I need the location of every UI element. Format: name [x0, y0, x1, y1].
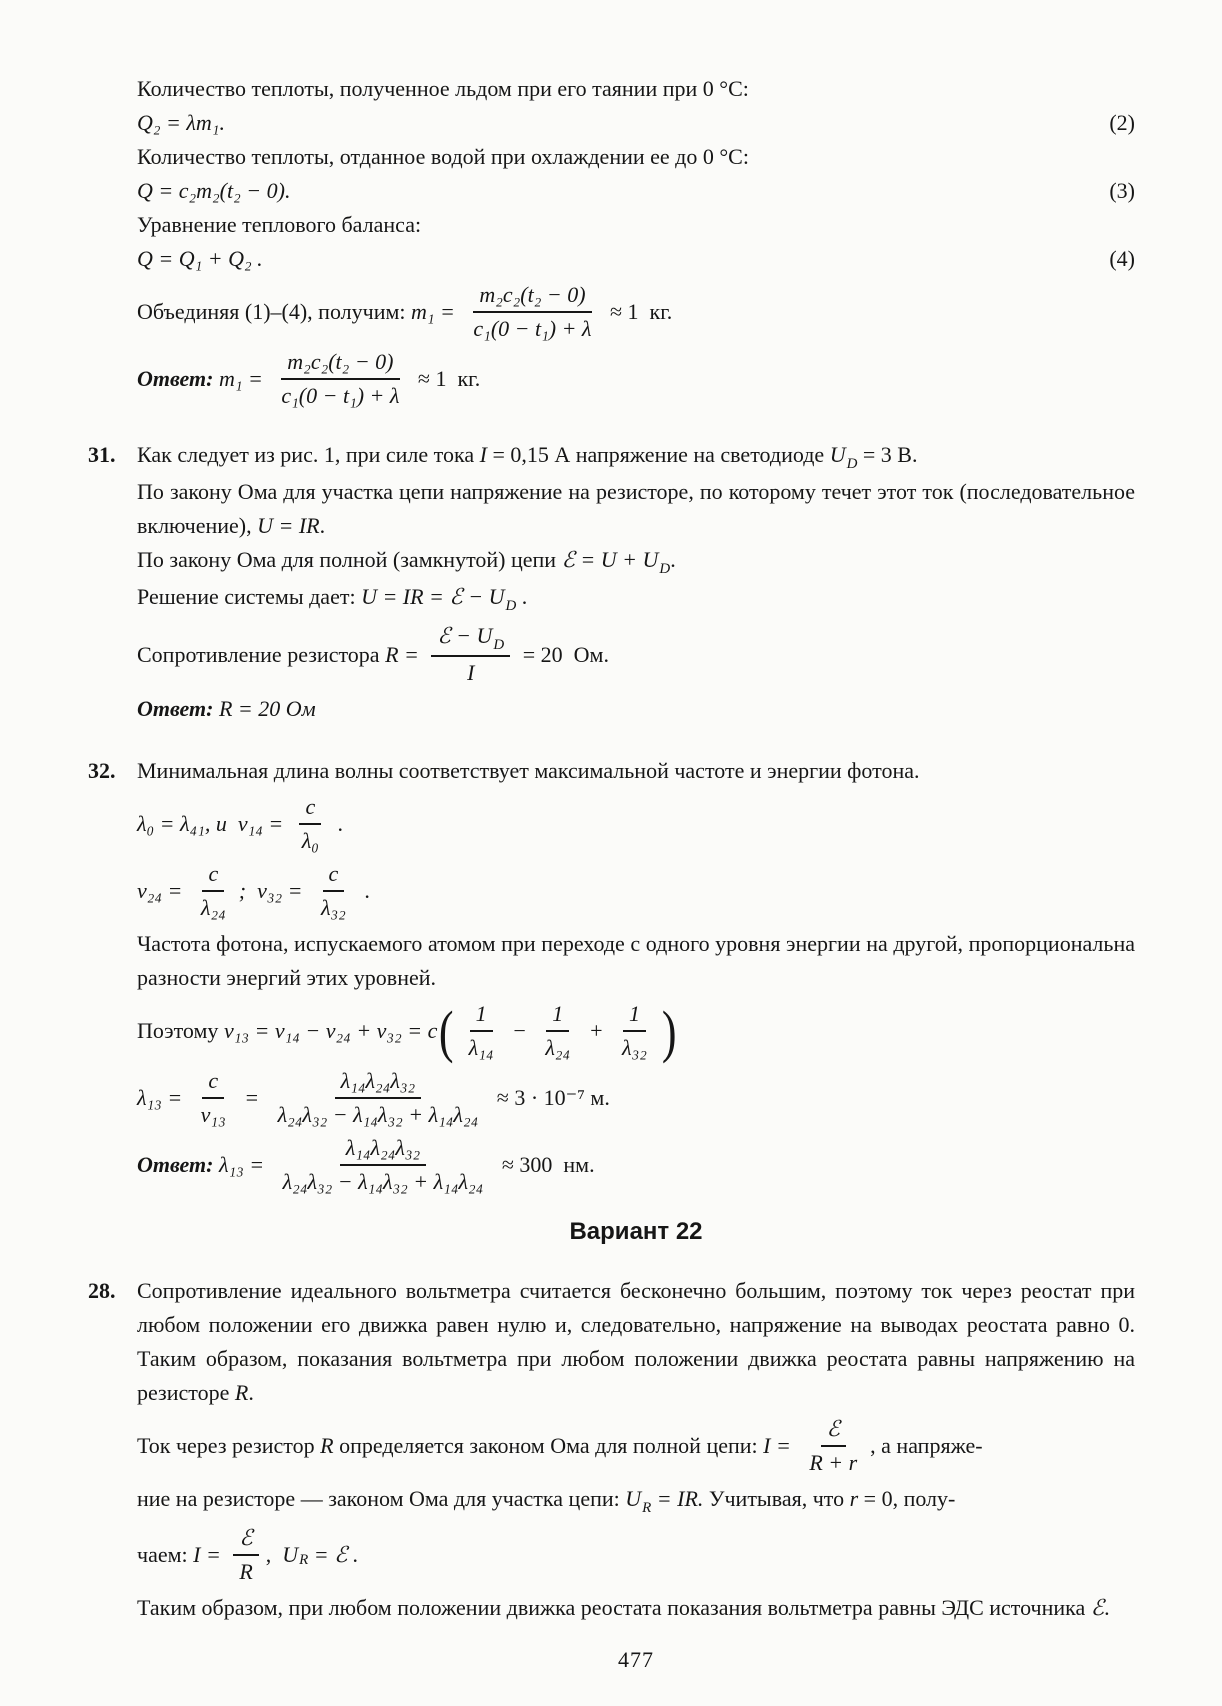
- text-segment: ние на резисторе — законом Ома для участка цепи:: [137, 1486, 626, 1511]
- math-segment: = IR.: [651, 1486, 704, 1511]
- answer-line: [137, 348, 1135, 410]
- text-segment: Количество теплоты, отданное водой при охлаждении ее до 0 °С:: [137, 144, 749, 169]
- problem-number: 32.: [88, 758, 116, 783]
- fraction-numerator: c: [202, 1067, 224, 1099]
- math-segment: R = 20 Ом: [213, 696, 316, 721]
- fraction-numerator: m₂c₂(t₂ − 0): [473, 281, 591, 313]
- math-segment: ν₁₃ = ν₁₄ − ν₂₄ + ν₃₂ = c: [223, 1018, 438, 1043]
- text-segment: = 0,15 А напряжение на светодиоде: [486, 442, 830, 467]
- formula-line: [137, 1000, 1135, 1062]
- text-segment: Сопротивление резистора: [137, 641, 386, 667]
- solution-text-line: [137, 754, 1135, 788]
- fraction-numerator: c: [299, 793, 321, 825]
- solution-text-line: [137, 140, 1135, 174]
- math-segment: λ₁₃ =: [213, 1152, 270, 1177]
- text-segment: = 3 В.: [857, 442, 918, 467]
- subscript: D: [505, 597, 517, 614]
- math-segment: m₁ =: [213, 366, 269, 391]
- fraction-denominator: λ₂₄: [200, 895, 226, 920]
- equation: Q₂ = λm₁.: [137, 110, 225, 135]
- text-segment: Таким образом, при любом положении движка реостата показания вольтметра равны ЭДС источника: [137, 1595, 1091, 1620]
- derivation-line: [137, 281, 1135, 343]
- fraction-numerator: 1: [470, 1000, 493, 1032]
- text-segment: .: [516, 584, 528, 609]
- math-segment: ν₂₄ =: [137, 878, 188, 903]
- subscript: R: [642, 1499, 652, 1516]
- subscript: D: [846, 455, 858, 472]
- math-segment: I: [479, 442, 487, 467]
- answer-label: Ответ:: [137, 696, 214, 721]
- answer-label: Ответ:: [137, 366, 214, 391]
- math-segment: U = IR = ℰ − U: [361, 584, 505, 609]
- math-segment: U: [282, 1542, 299, 1567]
- text-segment: = 0, полу-: [858, 1486, 956, 1511]
- fraction-denominator: λ₂₄λ₃₂ − λ₁₄λ₃₂ + λ₁₄λ₂₄: [277, 1102, 479, 1127]
- equation-row: [137, 174, 1135, 208]
- math-segment: ; ν₃₂ =: [238, 878, 308, 903]
- left-parenthesis: (: [439, 998, 454, 1064]
- math-segment: R: [320, 1433, 334, 1458]
- text-segment: Частота фотона, испускаемого атомом при переходе с одного уровня энергии на другой, пропорциональна разности энергий этих уровней.: [137, 931, 1135, 990]
- fraction-numerator: λ₁₄λ₂₄λ₃₂: [335, 1067, 421, 1099]
- solution-paragraph: [137, 1591, 1135, 1625]
- solution-paragraph: [137, 927, 1135, 995]
- text-segment: Количество теплоты, полученное льдом при его таянии при 0 °С:: [137, 76, 749, 101]
- subscript: D: [659, 560, 671, 577]
- math-segment: R: [234, 1380, 249, 1405]
- solution-text-line: [137, 543, 1135, 580]
- solution-text-line: [137, 208, 1135, 242]
- formula-line: [137, 793, 1135, 855]
- math-segment: I =: [193, 1542, 227, 1567]
- fraction: [277, 1134, 490, 1196]
- solution-paragraph: [137, 475, 1135, 543]
- text-segment: По закону Ома для полной (замкнутой) цепи: [137, 547, 562, 572]
- fraction-numerator: m₂c₂(t₂ − 0): [281, 348, 399, 380]
- fraction-numerator: ℰ: [233, 1524, 258, 1556]
- math-segment: = ℰ .: [308, 1542, 359, 1567]
- fraction-denominator: λ₃₂: [320, 895, 346, 920]
- formula-line: [137, 860, 1135, 922]
- fraction-denominator: λ₁₄: [468, 1035, 494, 1060]
- text-segment: .: [670, 547, 676, 572]
- solution-text-line: [137, 72, 1135, 106]
- formula-line: [137, 1067, 1135, 1129]
- equation: Q = c₂m₂(t₂ − 0).: [137, 178, 291, 203]
- variant-header: Вариант 22: [569, 1218, 703, 1245]
- text-segment: .: [331, 811, 343, 836]
- fraction: [195, 860, 232, 922]
- math-segment: r: [849, 1486, 859, 1511]
- fraction-numerator: [431, 622, 510, 657]
- fraction-denominator: R + r: [809, 1450, 858, 1475]
- fraction-denominator: ν₁₃: [200, 1102, 226, 1127]
- fraction-denominator: c₁(0 − t₁) + λ: [281, 383, 400, 408]
- math-segment: +: [583, 1018, 610, 1043]
- text-segment: .: [358, 878, 370, 903]
- math-segment: R =: [385, 641, 425, 667]
- text-segment: чаем:: [137, 1542, 194, 1567]
- text-segment: Сопротивление идеального вольтметра считается бесконечно большим, поэтому ток через реостат при любом положении его движка равен нулю и, следовательно, напряжение на выводах реостата равно 0. Таким образом, показания вольтметра при любом положении движка реостата равны напряжению на резисторе: [137, 1278, 1135, 1405]
- fraction-numerator: ℰ: [821, 1415, 846, 1447]
- fraction-denominator: λ₂₄λ₃₂ − λ₁₄λ₃₂ + λ₁₄λ₂₄: [282, 1169, 484, 1194]
- fraction: [463, 1000, 500, 1062]
- answer-label: Ответ:: [137, 1152, 214, 1177]
- fraction: [315, 860, 352, 922]
- math-segment: U: [625, 1486, 642, 1511]
- fraction: [431, 622, 510, 687]
- fraction-numerator: 1: [546, 1000, 569, 1032]
- derivation-line: [137, 1415, 1135, 1477]
- math-segment: U = IR: [257, 513, 320, 538]
- fraction-denominator: λ₂₄: [545, 1035, 571, 1060]
- equation-number: (2): [1109, 110, 1135, 135]
- answer-line: [137, 692, 1135, 726]
- fraction-denominator: λ₀: [301, 828, 319, 853]
- equation-number: (4): [1109, 246, 1135, 271]
- subscript: D: [493, 636, 505, 653]
- text-segment: Учитывая, что: [703, 1486, 850, 1511]
- solution-text-line: [137, 438, 1135, 475]
- text-segment: определяется законом Ома для полной цепи:: [333, 1433, 764, 1458]
- fraction-numerator: c: [323, 860, 345, 892]
- text-segment: Уравнение теплового баланса:: [137, 212, 422, 237]
- right-parenthesis: ): [661, 998, 677, 1064]
- math-segment: λ₀ = λ₄₁, и ν₁₄ =: [137, 811, 289, 836]
- math-segment: I =: [763, 1433, 797, 1458]
- problem-31-solution: [88, 438, 1135, 726]
- text-segment: Как следует из рис. 1, при силе тока: [137, 442, 480, 467]
- problem-30-solution-continued: [137, 72, 1135, 410]
- problem-number: 31.: [88, 442, 116, 467]
- math-segment: −: [506, 1018, 533, 1043]
- fraction: [272, 1067, 485, 1129]
- fraction-numerator: λ₁₄λ₂₄λ₃₂: [340, 1134, 426, 1166]
- text-segment: ≈ 1 кг.: [604, 299, 673, 324]
- solution-text-line: [137, 580, 1135, 617]
- solution-text-line: [137, 1482, 1135, 1519]
- math-segment: m₁ =: [411, 299, 461, 324]
- equation: Q = Q₁ + Q₂ .: [137, 246, 263, 271]
- math-segment: =: [238, 1085, 265, 1110]
- math-segment: U: [829, 442, 846, 467]
- text-segment: ,: [265, 1542, 283, 1567]
- fraction-numerator: 1: [623, 1000, 646, 1032]
- text-segment: .: [1104, 1595, 1110, 1620]
- problem-28-solution: [88, 1274, 1135, 1625]
- fraction: [467, 281, 597, 343]
- math-segment: ℰ − U: [437, 623, 493, 648]
- problem-32-solution: [88, 754, 1135, 1196]
- fraction: [616, 1000, 653, 1062]
- derivation-line: [137, 622, 1135, 687]
- text-segment: = 20 Ом.: [517, 641, 609, 667]
- page-number: 477: [618, 1647, 654, 1672]
- text-segment: ≈ 300 нм.: [496, 1152, 595, 1177]
- text-segment: Решение системы дает:: [137, 584, 362, 609]
- text-segment: Минимальная длина волны соответствует максимальной частоте и энергии фотона.: [137, 758, 920, 783]
- fraction-denominator: I: [467, 660, 475, 685]
- fraction-denominator: R: [239, 1559, 253, 1584]
- math-segment: ℰ: [1090, 1595, 1105, 1620]
- math-segment: ℰ = U + U: [561, 547, 659, 572]
- text-segment: .: [248, 1380, 254, 1405]
- solution-paragraph: [137, 1274, 1135, 1410]
- math-segment: λ₁₃ =: [137, 1085, 188, 1110]
- text-segment: ≈ 1 кг.: [412, 366, 481, 391]
- text-segment: , а напряже-: [870, 1433, 983, 1458]
- fraction: [539, 1000, 576, 1062]
- answer-line: [137, 1134, 1135, 1196]
- fraction: [803, 1415, 863, 1477]
- equation-row: [137, 242, 1135, 276]
- fraction: [296, 793, 325, 855]
- equation-number: (3): [1109, 178, 1135, 203]
- text-segment: По закону Ома для участка цепи напряжение на резисторе, по которому течет этот ток (последовательное включение),: [137, 479, 1135, 538]
- fraction: [233, 1524, 258, 1586]
- equation-row: [137, 106, 1135, 140]
- text-segment: ≈ 3 · 10⁻⁷ м.: [491, 1085, 610, 1110]
- fraction-denominator: λ₃₂: [622, 1035, 647, 1060]
- text-segment: Объединяя (1)–(4), получим:: [137, 299, 412, 324]
- subscript: R: [299, 1552, 309, 1569]
- fraction-numerator: c: [202, 860, 224, 892]
- fraction-denominator: c₁(0 − t₁) + λ: [473, 316, 592, 341]
- text-segment: .: [319, 513, 326, 538]
- derivation-line: [137, 1524, 1135, 1586]
- fraction: [275, 348, 405, 410]
- problem-number: 28.: [88, 1278, 116, 1303]
- text-segment: Ток через резистор: [137, 1433, 321, 1458]
- text-segment: Поэтому: [137, 1018, 224, 1043]
- fraction: [195, 1067, 232, 1129]
